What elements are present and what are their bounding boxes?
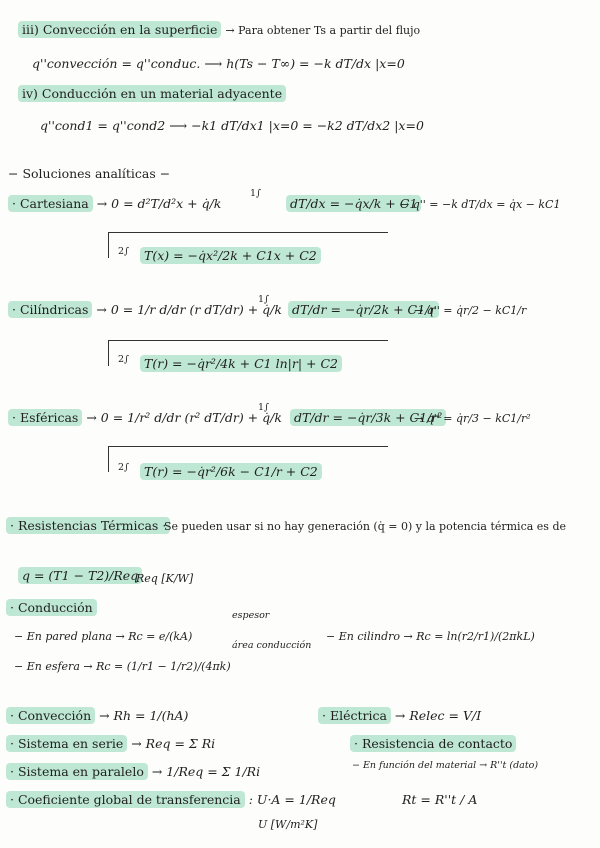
cartesian-int1: 1∫: [250, 188, 261, 199]
cylindrical-bracket: [108, 340, 388, 341]
spherical-res1: dT/dr = −q̇r/3k + C1/r²: [290, 409, 446, 426]
conduction-wall: − En pared plana → Rc = e/(kA): [14, 630, 193, 643]
convection-label: · Convección: [6, 707, 95, 724]
spherical-eq1: → 0 = 1/r² d/dr (r² dT/dr) + q̇/k: [86, 410, 282, 425]
series-label: · Sistema en serie: [6, 735, 127, 752]
spherical-bracket: [108, 446, 388, 447]
spherical-int1: 1∫: [258, 402, 269, 413]
conduction-cylinder: − En cilindro → Rc = ln(r2/r1)/(2πkL): [326, 630, 535, 643]
conv-surface-note: → Para obtener Ts a partir del flujo: [225, 24, 421, 37]
cylindrical-eq1: → 0 = 1/r d/dr (r dT/dr) + q̇/k: [96, 302, 282, 317]
conduction-label: · Conducción: [6, 599, 97, 616]
resistances-formula: q = (T1 − T2)/Req: [18, 567, 142, 584]
cartesian-flux: → q'' = −k dT/dx = q̇x − kC1: [400, 198, 561, 211]
series-eq: → Req = Σ Ri: [131, 736, 216, 751]
spherical-int2: 2∫: [118, 462, 129, 473]
conduction-sphere: − En esfera → Rc = (1/r1 − 1/r2)/(4πk): [14, 660, 231, 673]
parallel-row: [6, 764, 260, 780]
convection-row: [6, 708, 188, 724]
electric-eq: → Relec = V/I: [394, 708, 482, 723]
cylindrical-bracket-v: [108, 340, 109, 366]
conduction-wall-row: [14, 630, 192, 644]
conv-surface-row: [18, 22, 420, 38]
parallel-label: · Sistema en paralelo: [6, 763, 148, 780]
global-row: [6, 792, 336, 808]
cartesian-bracket-v: [108, 232, 109, 258]
contact-eq: Rt = R''t / A: [402, 792, 478, 807]
resistances-label: · Resistencias Térmicas ·: [6, 517, 170, 534]
cylindrical-res2: T(r) = −q̇r²/4k + C1 ln|r| + C2: [140, 355, 342, 372]
conduction-wall-note2: área conducción: [232, 640, 312, 651]
parallel-eq: → 1/Req = Σ 1/Ri: [151, 764, 261, 779]
cartesian-int2: 2∫: [118, 246, 129, 257]
conduction-row: [6, 600, 97, 616]
cylindrical-flux: → q'' = q̇r/2 − kC1/r: [414, 304, 527, 317]
contact-note: − En función del material → R''t (dato): [352, 760, 539, 771]
spherical-label: · Esféricas: [8, 409, 82, 426]
conduction-wall-note1: espesor: [232, 610, 270, 621]
cylindrical-res2-row: [140, 356, 342, 372]
global-units: U [W/m²K]: [258, 818, 318, 831]
spherical-res2: T(r) = −q̇r²/6k − C1/r + C2: [140, 463, 322, 480]
cartesian-eq1: → 0 = d²T/d²x + q̇/k: [96, 196, 222, 211]
global-eq: : U·A = 1/Req: [248, 792, 336, 807]
spherical-row: [8, 410, 282, 426]
cond-adj-eq: q''cond1 = q''cond2 ⟶ −k1 dT/dx1 |x=0 = −k2 dT/dx2 |x=0: [40, 118, 424, 133]
electric-row: [318, 708, 481, 724]
resistances-units: Req [K/W]: [136, 572, 194, 585]
cylindrical-label: · Cilíndricas: [8, 301, 92, 318]
cartesian-res1: dT/dx = −q̇x/k + C1: [286, 195, 421, 212]
cond-adj-row: [18, 86, 286, 102]
conv-surface-eq: q''convección = q''conduc. ⟶ h(Ts − T∞) = −k dT/dx |x=0: [32, 56, 405, 71]
spherical-res2-row: [140, 464, 322, 480]
conv-surface-title: iii) Convección en la superficie: [18, 21, 221, 38]
cylindrical-int2: 2∫: [118, 354, 129, 365]
spherical-bracket-v: [108, 446, 109, 472]
contact-row: [350, 736, 516, 752]
contact-label: · Resistencia de contacto: [350, 735, 516, 752]
cylindrical-row: [8, 302, 282, 318]
cylindrical-int1: 1∫: [258, 294, 269, 305]
cartesian-bracket: [108, 232, 388, 233]
resistances-formula-row: [18, 568, 142, 584]
analytic-title: − Soluciones analíticas −: [8, 166, 171, 181]
global-label: · Coeficiente global de transferencia: [6, 791, 245, 808]
cartesian-res2: T(x) = −q̇x²/2k + C1x + C2: [140, 247, 321, 264]
convection-eq: → Rh = 1/(hA): [99, 708, 189, 723]
resistances-text: Se pueden usar si no hay generación (q̇ = 0) y la potencia térmica es de: [164, 520, 566, 533]
resistances-row: [6, 518, 170, 534]
cartesian-res2-row: [140, 248, 321, 264]
spherical-flux: → q'' = q̇r/3 − kC1/r²: [414, 412, 531, 425]
series-row: [6, 736, 215, 752]
electric-label: · Eléctrica: [318, 707, 391, 724]
cartesian-row: [8, 196, 221, 212]
cylindrical-res1: dT/dr = −q̇r/2k + C1/r: [288, 301, 439, 318]
cartesian-label: · Cartesiana: [8, 195, 93, 212]
cond-adj-title: iv) Conducción en un material adyacente: [18, 85, 286, 102]
